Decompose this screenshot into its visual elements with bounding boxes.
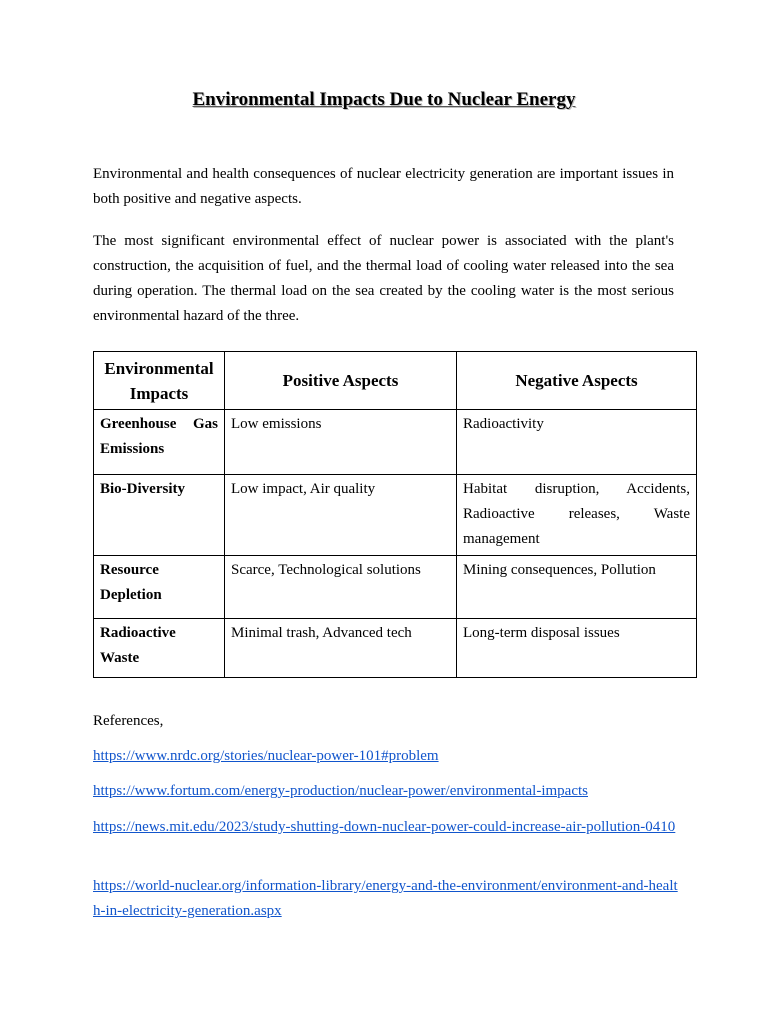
- negative-cell: Long-term disposal issues: [457, 619, 697, 678]
- reference-link-nrdc[interactable]: https://www.nrdc.org/stories/nuclear-power-101#problem: [93, 748, 439, 764]
- impact-cell: Bio-Diversity: [94, 475, 225, 556]
- negative-cell: Habitat disruption, Accidents, Radioactive releases, Waste management: [457, 475, 697, 556]
- table-row: [94, 475, 697, 556]
- positive-cell: Low emissions: [225, 410, 457, 475]
- document-title: Environmental Impacts Due to Nuclear Energy: [192, 89, 576, 110]
- references-label: References,: [93, 713, 164, 729]
- impact-cell: Greenhouse Gas Emissions: [94, 410, 225, 475]
- table-header-row: [94, 352, 697, 410]
- positive-cell: Scarce, Technological solutions: [225, 556, 457, 619]
- impact-cell: Radioactive Waste: [94, 619, 225, 678]
- impact-cell: Resource Depletion: [94, 556, 225, 619]
- negative-cell: Radioactivity: [457, 410, 697, 475]
- header-negative-aspects: Negative Aspects: [457, 352, 697, 410]
- negative-cell: Mining consequences, Pollution: [457, 556, 697, 619]
- header-positive-aspects: Positive Aspects: [225, 352, 457, 410]
- table-row: [94, 410, 697, 475]
- positive-cell: Minimal trash, Advanced tech: [225, 619, 457, 678]
- reference-link-fortum[interactable]: https://www.fortum.com/energy-production/nuclear-power/environmental-impacts: [93, 783, 588, 799]
- reference-link-mit[interactable]: https://news.mit.edu/2023/study-shutting-down-nuclear-power-could-increase-air-pollution-0410: [93, 819, 676, 835]
- impacts-table: [93, 351, 697, 678]
- header-environmental-impacts: Environmental Impacts: [94, 352, 225, 410]
- intro-paragraph: Environmental and health consequences of nuclear electricity generation are important issues in both positive and negative aspects.: [93, 166, 674, 207]
- table-row: [94, 556, 697, 619]
- reference-link-world-nuclear[interactable]: https://world-nuclear.org/information-library/energy-and-the-environment/environment-and-health-in-electricity-generation.aspx: [93, 878, 678, 919]
- positive-cell: Low impact, Air quality: [225, 475, 457, 556]
- body-paragraph: The most significant environmental effect of nuclear power is associated with the plant's construction, the acquisition of fuel, and the thermal load of cooling water released into the sea during operation. The thermal load on the sea created by the cooling water is the most serious environmental hazard of the three.: [93, 233, 674, 324]
- table-row: [94, 619, 697, 678]
